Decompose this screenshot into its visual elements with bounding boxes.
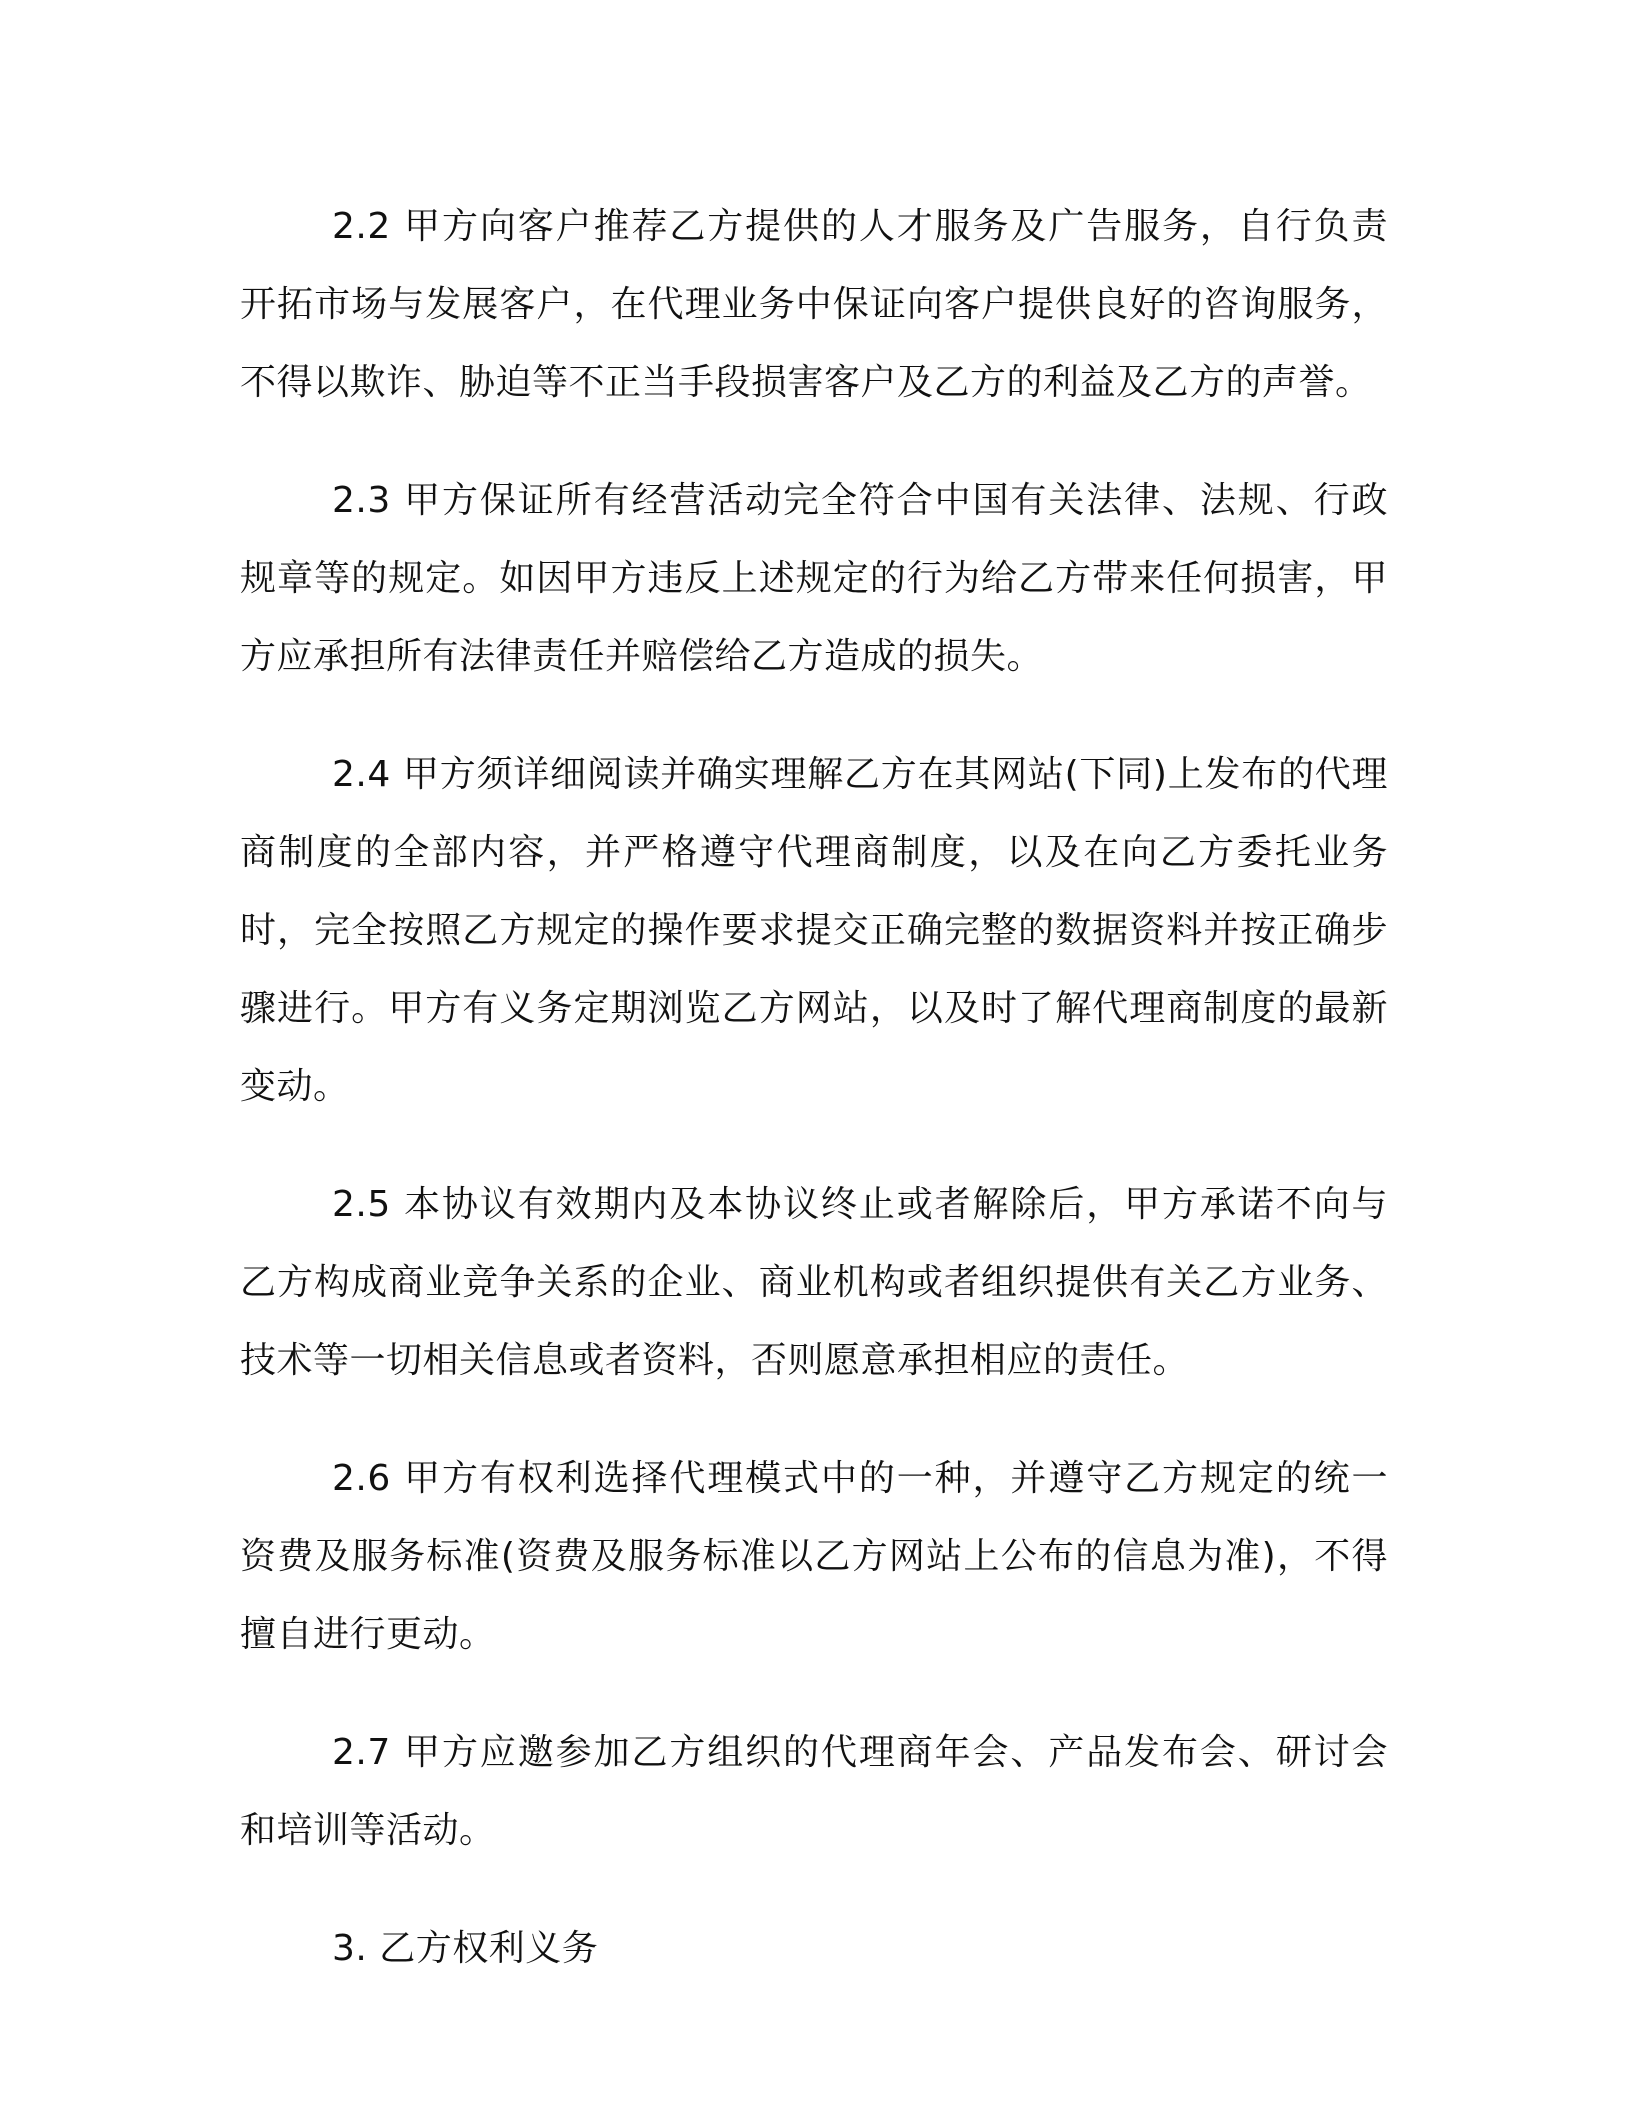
section-heading-3: 3. 乙方权利义务 <box>332 1928 599 1969</box>
document-body <box>240 188 1388 1988</box>
clause-2-3: 2.3 甲方保证所有经营活动完全符合中国有关法律、法规、行政规章等的规定。如因甲方违反上述规定的行为给乙方带来任何损害，甲方应承担所有法律责任并赔偿给乙方造成的损失。 <box>240 480 1388 677</box>
clause-2-2: 2.2 甲方向客户推荐乙方提供的人才服务及广告服务，自行负责开拓市场与发展客户，在代理业务中保证向客户提供良好的咨询服务，不得以欺诈、胁迫等不正当手段损害客户及乙方的利益及乙方的声誉。 <box>240 206 1388 403</box>
clause-2-5: 2.5 本协议有效期内及本协议终止或者解除后，甲方承诺不向与乙方构成商业竞争关系的企业、商业机构或者组织提供有关乙方业务、技术等一切相关信息或者资料，否则愿意承担相应的责任。 <box>240 1184 1388 1381</box>
clause-2-7: 2.7 甲方应邀参加乙方组织的代理商年会、产品发布会、研讨会和培训等活动。 <box>240 1732 1388 1851</box>
clause-2-4: 2.4 甲方须详细阅读并确实理解乙方在其网站(下同)上发布的代理商制度的全部内容，并严格遵守代理商制度，以及在向乙方委托业务时，完全按照乙方规定的操作要求提交正确完整的数据资料并按正确步骤进行。甲方有义务定期浏览乙方网站，以及时了解代理商制度的最新变动。 <box>240 754 1388 1107</box>
clause-2-6: 2.6 甲方有权利选择代理模式中的一种，并遵守乙方规定的统一资费及服务标准(资费及服务标准以乙方网站上公布的信息为准)，不得擅自进行更动。 <box>240 1458 1388 1655</box>
